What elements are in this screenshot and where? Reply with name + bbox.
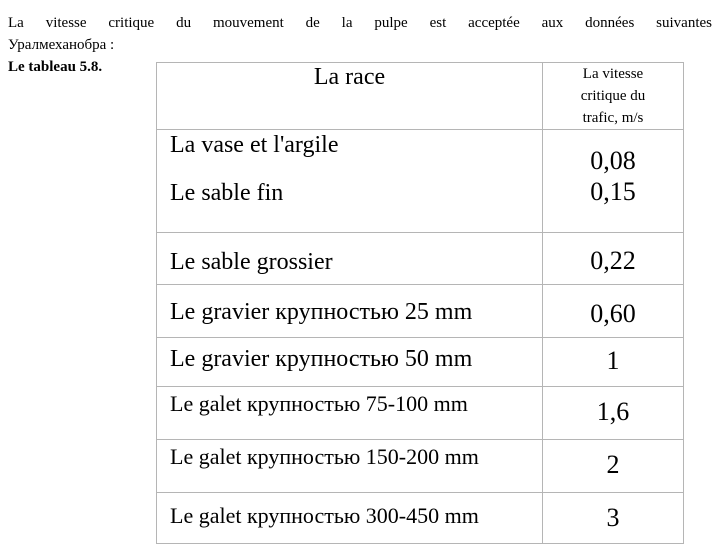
row-name: Le gravier крупностью 50 mm <box>170 346 473 372</box>
table-caption: Le tableau 5.8. <box>8 59 103 75</box>
row-value-cell <box>543 130 684 233</box>
row-value-cell <box>543 338 684 387</box>
header-speed-line-3: trafic, m/s <box>582 110 644 126</box>
row-name-cell <box>157 440 543 493</box>
header-speed <box>543 63 684 130</box>
row-value: 1 <box>606 346 620 375</box>
intro-line-1: La vitesse critique du mouvement de la pulpe est acceptée aux données suivantes <box>8 15 712 31</box>
row-value-cell <box>543 387 684 440</box>
row-value: 2 <box>606 450 620 479</box>
header-speed-line-2: critique du <box>580 88 646 104</box>
row-name-cell <box>157 338 543 387</box>
row-value: 0,22 <box>590 246 636 275</box>
row-name-cell <box>157 493 543 544</box>
row-value-cell <box>543 493 684 544</box>
row-value-cell <box>543 285 684 338</box>
table-row <box>157 387 684 440</box>
table-row <box>157 285 684 338</box>
row-name: Le sable fin <box>170 180 284 206</box>
row-value-cell <box>543 440 684 493</box>
row-name-cell <box>157 130 543 233</box>
row-value: 1,6 <box>596 397 630 426</box>
table-row <box>157 493 684 544</box>
table-row <box>157 338 684 387</box>
row-value-cell <box>543 233 684 285</box>
row-name: Le galet крупностью 300-450 mm <box>170 503 479 528</box>
row-value: 3 <box>606 503 620 532</box>
table-row <box>157 130 684 233</box>
row-name-cell <box>157 387 543 440</box>
row-name: La vase et l'argile <box>170 132 339 158</box>
velocity-table <box>156 62 684 544</box>
header-race <box>157 63 543 130</box>
row-name: Le galet крупностью 75-100 mm <box>170 391 468 416</box>
header-speed-line-1: La vitesse <box>582 66 644 82</box>
table-header-row <box>157 63 684 130</box>
row-name: Le galet крупностью 150-200 mm <box>170 444 479 469</box>
row-name-cell <box>157 233 543 285</box>
intro-line-2: Уралмеханобра : <box>8 37 115 53</box>
table-row <box>157 440 684 493</box>
header-race-label: La race <box>313 64 386 90</box>
row-name: Le gravier крупностью 25 mm <box>170 299 473 325</box>
row-name: Le sable grossier <box>170 249 333 275</box>
row-name-cell <box>157 285 543 338</box>
table-row <box>157 233 684 285</box>
row-value: 0,15 <box>590 177 636 206</box>
row-value: 0,08 <box>590 146 636 175</box>
row-value: 0,60 <box>590 299 636 328</box>
